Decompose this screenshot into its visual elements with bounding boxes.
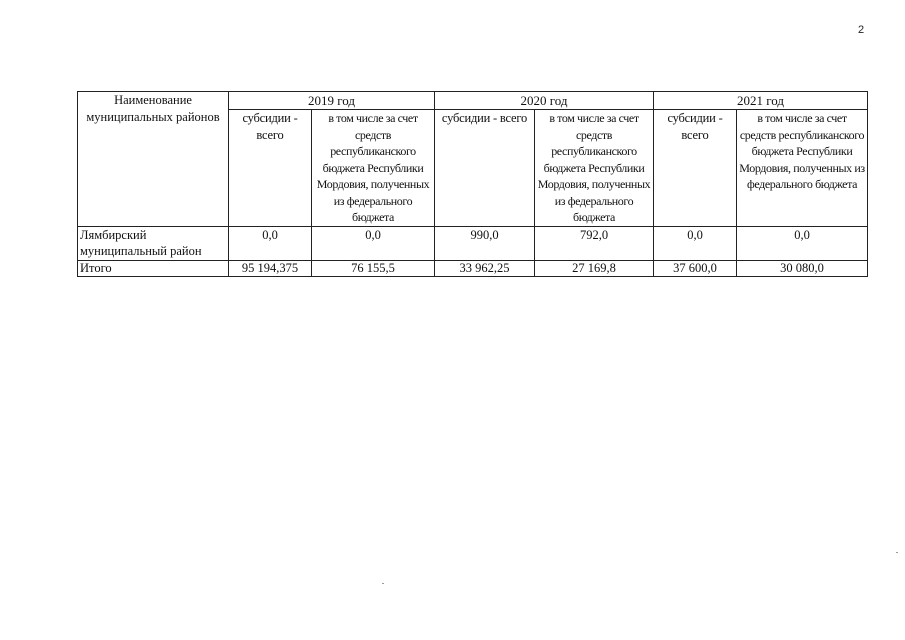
column-header-included-2021: в том числе за счет средств республиканского бюджета Республики Мордовия, полученных из федерального бюджета — [737, 110, 868, 227]
column-header-subsidy-2019: субсидии - всего — [229, 110, 312, 227]
value-cell: 990,0 — [435, 226, 535, 260]
total-row — [78, 260, 868, 276]
total-value-cell: 27 169,8 — [535, 260, 654, 276]
total-value-cell: 95 194,375 — [229, 260, 312, 276]
column-header-year-2021: 2021 год — [654, 92, 868, 110]
district-name-cell: Лямбирский муниципальный район — [78, 226, 229, 260]
total-label-cell: Итого — [78, 260, 229, 276]
column-header-year-2020: 2020 год — [435, 92, 654, 110]
column-header-name: Наименование муниципальных районов — [78, 92, 229, 227]
value-cell: 0,0 — [654, 226, 737, 260]
total-value-cell: 37 600,0 — [654, 260, 737, 276]
value-cell: 0,0 — [312, 226, 435, 260]
scan-speck — [896, 552, 898, 553]
scan-speck — [382, 583, 384, 584]
total-value-cell: 33 962,25 — [435, 260, 535, 276]
table-row — [78, 226, 868, 260]
subsidy-table — [77, 91, 868, 277]
value-cell: 0,0 — [737, 226, 868, 260]
total-value-cell: 30 080,0 — [737, 260, 868, 276]
column-header-included-2020: в том числе за счет средств республиканского бюджета Республики Мордовия, полученных из федерального бюджета — [535, 110, 654, 227]
page-number: 2 — [858, 24, 865, 36]
column-header-year-2019: 2019 год — [229, 92, 435, 110]
column-header-included-2019: в том числе за счет средств республиканского бюджета Республики Мордовия, полученных из федерального бюджета — [312, 110, 435, 227]
column-header-subsidy-2020: субсидии - всего — [435, 110, 535, 227]
value-cell: 0,0 — [229, 226, 312, 260]
total-value-cell: 76 155,5 — [312, 260, 435, 276]
column-header-subsidy-2021: субсидии - всего — [654, 110, 737, 227]
value-cell: 792,0 — [535, 226, 654, 260]
header-row-years — [78, 92, 868, 110]
